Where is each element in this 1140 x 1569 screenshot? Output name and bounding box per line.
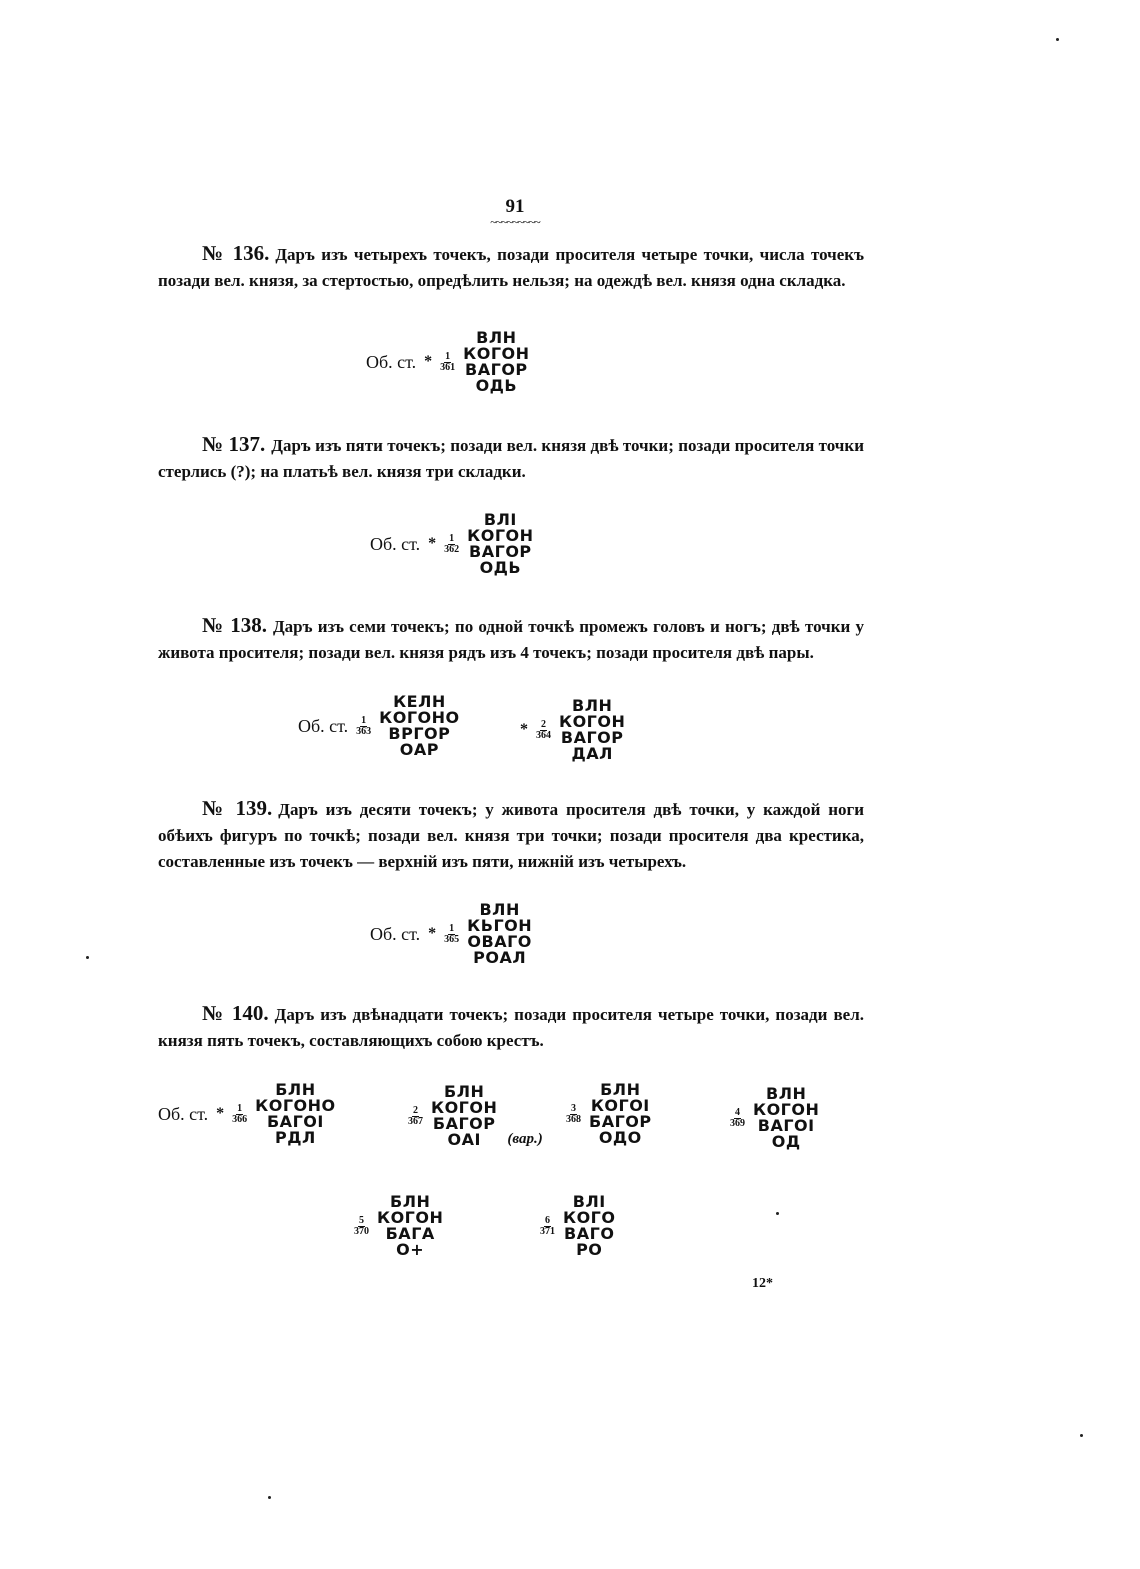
catalog-fraction: $\frac{3}{368}$ <box>566 1102 581 1125</box>
catalog-fraction: $\frac{1}{366}$ <box>232 1102 248 1125</box>
scan-speck <box>268 1496 271 1499</box>
coin-reference <box>370 902 532 966</box>
catalog-fraction: $\frac{1}{363}$ <box>356 714 372 737</box>
coin-legend: ВЛН КОГОН ВАГОІ ОД <box>753 1084 820 1151</box>
entry-text: Даръ изъ десяти точекъ; у живота просителя двѣ точки, у каждой ноги обѣихъ фигуръ по точкѣ; позади вел. князя три точки; позади просителя два крестика, составленные изъ точекъ — верхній изъ пяти, нижній изъ четырехъ. <box>158 800 865 871</box>
star-mark: * <box>520 721 528 738</box>
entry-137 <box>158 431 864 485</box>
coin-legend: БЛН КОГОНО БАГОІ РДЛ <box>255 1080 336 1147</box>
page-number: 91 ~~~~~~~~~ <box>470 196 560 225</box>
page-number-ornament: ~~~~~~~~~ <box>490 215 540 229</box>
coin-reference <box>730 1086 819 1150</box>
coin-reference <box>370 512 534 576</box>
entry-text: Даръ изъ двѣнадцати точекъ; позади просителя четыре точки, позади вел. князя пять точекъ, составляющихъ собою крестъ. <box>158 1005 864 1050</box>
coin-reference <box>354 1194 443 1258</box>
coin-legend: ВЛН КОГОН ВАГОР ОДЬ <box>463 328 530 395</box>
entry-text: Даръ изъ пяти точекъ; позади вел. князя двѣ точки; позади просителя точки стерлись (?); на платьѣ вел. князя три складки. <box>158 436 864 481</box>
coin-reference <box>158 1082 336 1146</box>
coin-reference <box>520 698 625 762</box>
catalog-fraction: $\frac{6}{371}$ <box>540 1214 555 1237</box>
star-mark: * <box>428 925 437 942</box>
entry-number: № 137. <box>202 432 266 456</box>
entry-text: Даръ изъ семи точекъ; по одной точкѣ промежъ головъ и ногъ; двѣ точки у живота просителя; позади вел. князя рядъ изъ 4 точекъ; позади просителя двѣ пары. <box>158 617 864 662</box>
coin-reference <box>566 1082 652 1146</box>
ref-label: Об. ст. <box>366 351 417 372</box>
entry-number: № 136. <box>202 241 270 265</box>
entry-139 <box>158 795 864 875</box>
ref-label: Об. ст. <box>298 715 349 736</box>
coin-legend: КЕЛН КОГОНО ВРГОР ОАР <box>379 692 460 759</box>
catalog-fraction: $\frac{4}{369}$ <box>730 1106 745 1129</box>
catalog-fraction: $\frac{1}{362}$ <box>444 532 460 555</box>
coin-reference <box>298 694 460 758</box>
ref-label: Об. ст. <box>370 533 421 554</box>
star-mark: * <box>428 535 437 552</box>
star-mark: * <box>216 1105 225 1122</box>
entry-138 <box>158 612 864 666</box>
entry-text: Даръ изъ четырехъ точекъ, позади просителя четыре точки, числа точекъ позади вел. князя, за стертостью, опредѣлить нельзя; на одеждѣ вел. князя одна складка. <box>158 245 864 290</box>
coin-legend: БЛН КОГОІ БАГОР ОДО <box>589 1080 652 1147</box>
coin-reference <box>408 1084 543 1148</box>
catalog-fraction: $\frac{5}{370}$ <box>354 1214 369 1237</box>
entry-136 <box>158 240 864 294</box>
coin-legend: ВЛН КОГОН ВАГОР ДАЛ <box>559 696 626 763</box>
scan-speck <box>1080 1434 1083 1437</box>
scan-speck <box>86 956 89 959</box>
coin-legend: БЛН КОГОН БАГА О+ <box>377 1192 444 1259</box>
signature-mark: 12* <box>752 1276 773 1291</box>
variant-note: (вар.) <box>507 1131 543 1147</box>
catalog-fraction: $\frac{2}{364}$ <box>536 718 551 741</box>
entry-140 <box>158 1000 864 1054</box>
scan-speck <box>1056 38 1059 41</box>
entry-number: № 139. <box>202 796 273 820</box>
coin-reference <box>366 330 530 394</box>
scan-speck <box>776 1212 779 1215</box>
coin-legend: БЛН КОГОН БАГОР ОАІ <box>431 1082 498 1149</box>
catalog-fraction: $\frac{1}{365}$ <box>444 922 460 945</box>
catalog-fraction: $\frac{1}{361}$ <box>440 350 456 373</box>
ref-label: Об. ст. <box>158 1103 209 1124</box>
coin-reference <box>540 1194 615 1258</box>
coin-legend: ВЛН КЬГОН ОВАГО РОАЛ <box>467 900 533 967</box>
star-mark: * <box>424 353 433 370</box>
entry-number: № 140. <box>202 1001 269 1025</box>
catalog-fraction: $\frac{2}{367}$ <box>408 1104 423 1127</box>
coin-legend: ВЛІ КОГО ВАГО РО <box>563 1192 616 1259</box>
entry-number: № 138. <box>202 613 267 637</box>
ref-label: Об. ст. <box>370 923 421 944</box>
coin-legend: ВЛІ КОГОН ВАГОР ОДЬ <box>467 510 534 577</box>
